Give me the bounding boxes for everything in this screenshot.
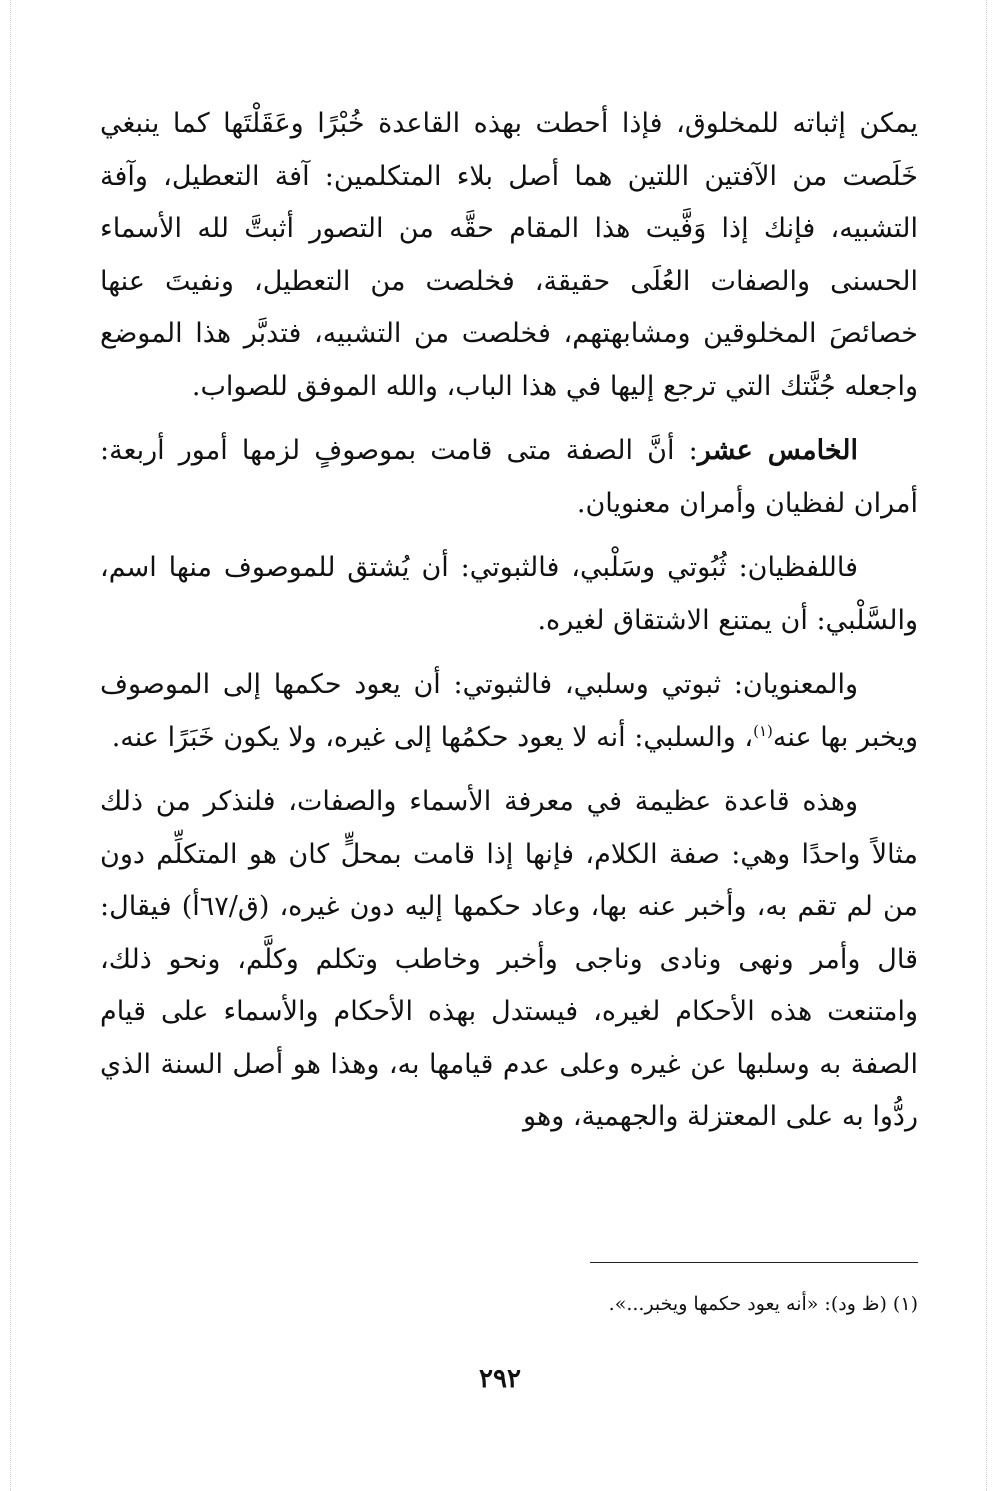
paragraph-5: وهذه قاعدة عظيمة في معرفة الأسماء والصفات، فلنذكر من ذلك مثالاً واحدًا وهي: صفة الكلام، فإنها إذا قامت بمحلٍّ كان هو المتكلِّم دون من لم تقم به، وأخبر عنه بها، وعاد حكمها إليه دون غيره، (ق/٦٧أ) فيقال: قال وأمر ونهى ونادى وناجى وأخبر وخاطب وتكلم وكلَّم، ونحو ذلك، وامتنعت هذه الأحكام لغيره، فيستدل بهذه الأحكام والأسماء على قيام الصفة به وسلبها عن غيره وعلى عدم قيامها به، وهذا هو أصل السنة الذي ردُّوا به على المعتزلة والجهمية، وهو bbox=[100, 786, 918, 1132]
paragraph-1: يمكن إثباته للمخلوق، فإذا أحطت بهذه القاعدة خُبْرًا وعَقَلْتَها كما ينبغي خَلَصت من الآفتين اللتين هما أصل بلاء المتكلمين: آفة التعطيل، وآفة التشبيه، فإنك إذا وَفَّيت هذا المقام حقَّه من التصور أثبتَّ لله الأسماء الحسنى والصفات العُلَى حقيقة، فخلصت من التعطيل، ونفيتَ عنها خصائصَ المخلوقين ومشابهتهم، فخلصت من التشبيه، فتدبَّر هذا الموضع واجعله جُنَّتك التي ترجع إليها في هذا الباب، والله الموفق للصواب. bbox=[100, 108, 918, 402]
paragraph-2-text: : أنَّ الصفة متى قامت بموصوفٍ لزمها أمور أربعة: أمران لفظيان وأمران معنويان. bbox=[100, 435, 918, 519]
main-text-block bbox=[100, 98, 918, 1144]
footnote-reference: (١) bbox=[753, 721, 773, 740]
paragraph-4-text-before-ref: والمعنويان: ثبوتي وسلبي، فالثبوتي: أن يعود حكمها إلى الموصوف ويخبر بها عنه bbox=[100, 669, 918, 753]
paragraph-3: فاللفظيان: ثُبُوتي وسَلْبي، فالثبوتي: أن يُشتق للموصوف منها اسم، والسَّلْبي: أن يمتنع الاشتقاق لغيره. bbox=[100, 552, 918, 636]
margin-guide-left bbox=[10, 0, 11, 1491]
paragraph-4-text-after-ref: ، والسلبي: أنه لا يعود حكمُها إلى غيره، ولا يكون خَبَرًا عنه. bbox=[111, 721, 754, 753]
paragraph-2 bbox=[100, 425, 918, 530]
paragraph-4 bbox=[100, 659, 918, 764]
section-heading-fifteenth: الخامس عشر bbox=[697, 435, 858, 466]
footnote-separator bbox=[590, 1262, 918, 1263]
margin-guide-right bbox=[986, 0, 987, 1491]
footnote-1: (١) (ظ ود): «أنه يعود حكمها ويخبر...». bbox=[608, 1293, 918, 1315]
page-number: ٢٩٢ bbox=[479, 1364, 521, 1394]
